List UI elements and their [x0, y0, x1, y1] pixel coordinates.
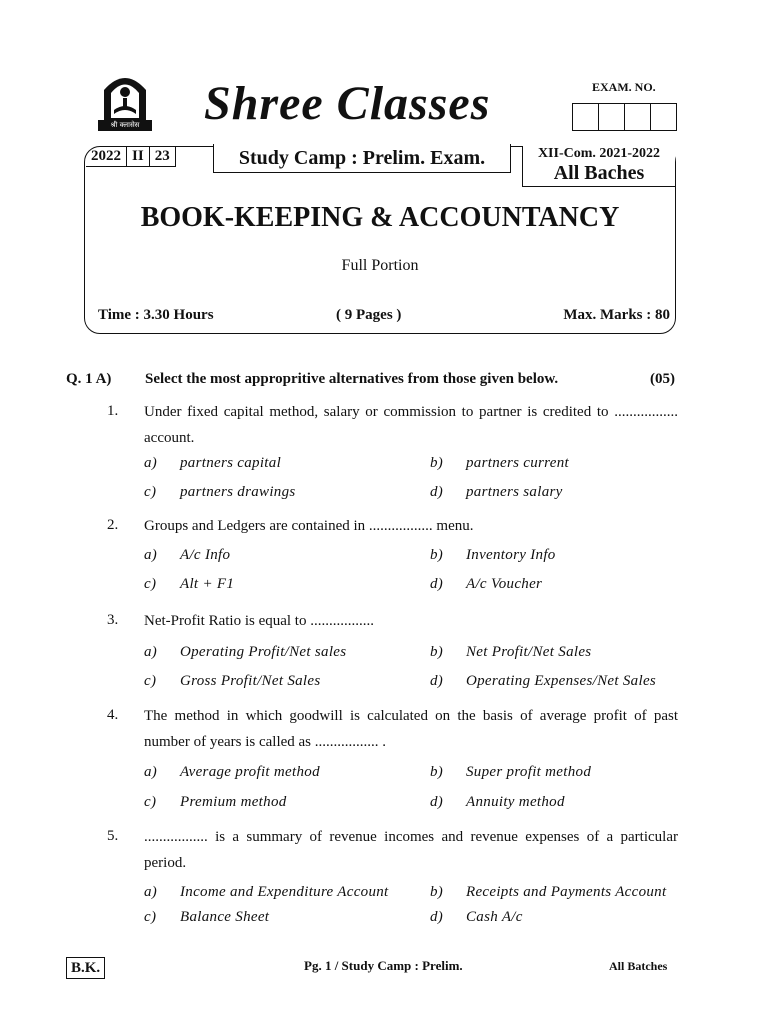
marks-info: Max. Marks : 80: [563, 307, 670, 323]
question-item-number: 1.: [107, 403, 119, 419]
option-text: A/c Info: [180, 547, 231, 563]
option-label: d): [430, 673, 444, 689]
option: [430, 764, 591, 781]
option-label: a): [144, 547, 158, 563]
logo-text: श्री क्लासेस: [110, 121, 140, 129]
option: [144, 455, 281, 472]
exam-no-label: EXAM. NO.: [592, 80, 656, 94]
code-year: 2022: [86, 146, 127, 167]
option-label: c): [144, 576, 157, 592]
option: [430, 455, 569, 472]
question-item-number: 4.: [107, 707, 119, 723]
option-label: c): [144, 484, 157, 500]
option: [430, 673, 656, 690]
logo: [96, 68, 154, 132]
option: [430, 547, 556, 564]
option-label: d): [430, 909, 444, 925]
option: [430, 576, 542, 593]
exam-no-box: [573, 104, 599, 130]
option: [430, 909, 523, 926]
option-text: Cash A/c: [466, 909, 523, 925]
exam-no-boxes: [572, 103, 677, 131]
paper-code: [86, 146, 176, 167]
option-label: d): [430, 794, 444, 810]
option-text: partners current: [466, 455, 569, 471]
option-label: d): [430, 576, 444, 592]
subject-title: BOOK-KEEPING & ACCOUNTANCY: [140, 202, 620, 233]
option-text: Gross Profit/Net Sales: [180, 673, 321, 689]
option-label: c): [144, 673, 157, 689]
question-item-text: Groups and Ledgers are contained in ................. menu.: [144, 518, 474, 534]
footer-page-info: Pg. 1 / Study Camp : Prelim.: [304, 958, 463, 973]
option-text: Premium method: [180, 794, 287, 810]
pages-info: ( 9 Pages ): [336, 307, 402, 323]
option-text: Super profit method: [466, 764, 592, 780]
footer-subject-code: B.K.: [66, 957, 105, 979]
option: [144, 484, 296, 501]
option-text: Operating Expenses/Net Sales: [466, 673, 657, 689]
question-item-number: 3.: [107, 612, 119, 628]
exam-no-box: [651, 104, 676, 130]
option-label: b): [430, 764, 444, 780]
option-label: b): [430, 884, 444, 900]
option-text: Alt + F1: [180, 576, 235, 592]
option-text: Annuity method: [466, 794, 565, 810]
option-text: partners salary: [466, 484, 563, 500]
option-label: a): [144, 884, 158, 900]
question-instruction: Select the most appropritive alternatives from those given below.: [145, 371, 559, 387]
option-text: Income and Expenditure Account: [180, 884, 389, 900]
question-marks: (05): [650, 371, 675, 387]
option-text: partners capital: [180, 455, 282, 471]
question-number: Q. 1 A): [66, 371, 112, 387]
option-text: partners drawings: [180, 484, 296, 500]
question-item-number: 5.: [107, 828, 119, 844]
option-label: b): [430, 547, 444, 563]
code-num: 23: [150, 146, 176, 167]
brand-title: Shree Classes: [204, 77, 491, 130]
option-text: Average profit method: [180, 764, 320, 780]
option: [144, 576, 234, 593]
option: [144, 884, 389, 901]
class-year: XII-Com. 2021-2022: [537, 146, 661, 161]
exam-no-box: [625, 104, 651, 130]
portion: Full Portion: [341, 257, 419, 274]
option-text: Receipts and Payments Account: [466, 884, 667, 900]
option: [144, 644, 346, 661]
time-info: Time : 3.30 Hours: [98, 307, 214, 323]
class-info: [522, 146, 675, 187]
option-label: c): [144, 909, 157, 925]
option-text: Balance Sheet: [180, 909, 270, 925]
option: [430, 794, 565, 811]
option: [144, 547, 230, 564]
question-item-text: Under fixed capital method, salary or commission to partner is credited to ................. account.: [144, 404, 678, 446]
question-item-number: 2.: [107, 517, 119, 533]
option: [144, 673, 321, 690]
exam-no-box: [599, 104, 625, 130]
option-label: a): [144, 644, 158, 660]
option: [144, 909, 269, 926]
option-label: b): [430, 455, 444, 471]
option-label: b): [430, 644, 444, 660]
footer-batches: All Batches: [609, 959, 668, 973]
question-item-text: Net-Profit Ratio is equal to .................: [144, 613, 374, 629]
option-label: c): [144, 794, 157, 810]
option-label: d): [430, 484, 444, 500]
option-label: a): [144, 455, 158, 471]
option: [430, 644, 591, 661]
option: [430, 484, 563, 501]
option-text: A/c Voucher: [466, 576, 543, 592]
option: [144, 764, 320, 781]
option-text: Operating Profit/Net sales: [180, 644, 347, 660]
code-term: II: [127, 146, 150, 167]
question-item-text: ................. is a summary of revenue incomes and revenue expenses of a particular period.: [144, 829, 678, 871]
option: [430, 884, 666, 901]
question-item-text: The method in which goodwill is calculated on the basis of average profit of past number of years is called as ................. .: [144, 708, 678, 750]
class-batch: All Baches: [553, 162, 645, 184]
camp-title: Study Camp : Prelim. Exam.: [213, 144, 511, 173]
option: [144, 794, 287, 811]
option-text: Net Profit/Net Sales: [466, 644, 592, 660]
option-label: a): [144, 764, 158, 780]
option-text: Inventory Info: [466, 547, 556, 563]
